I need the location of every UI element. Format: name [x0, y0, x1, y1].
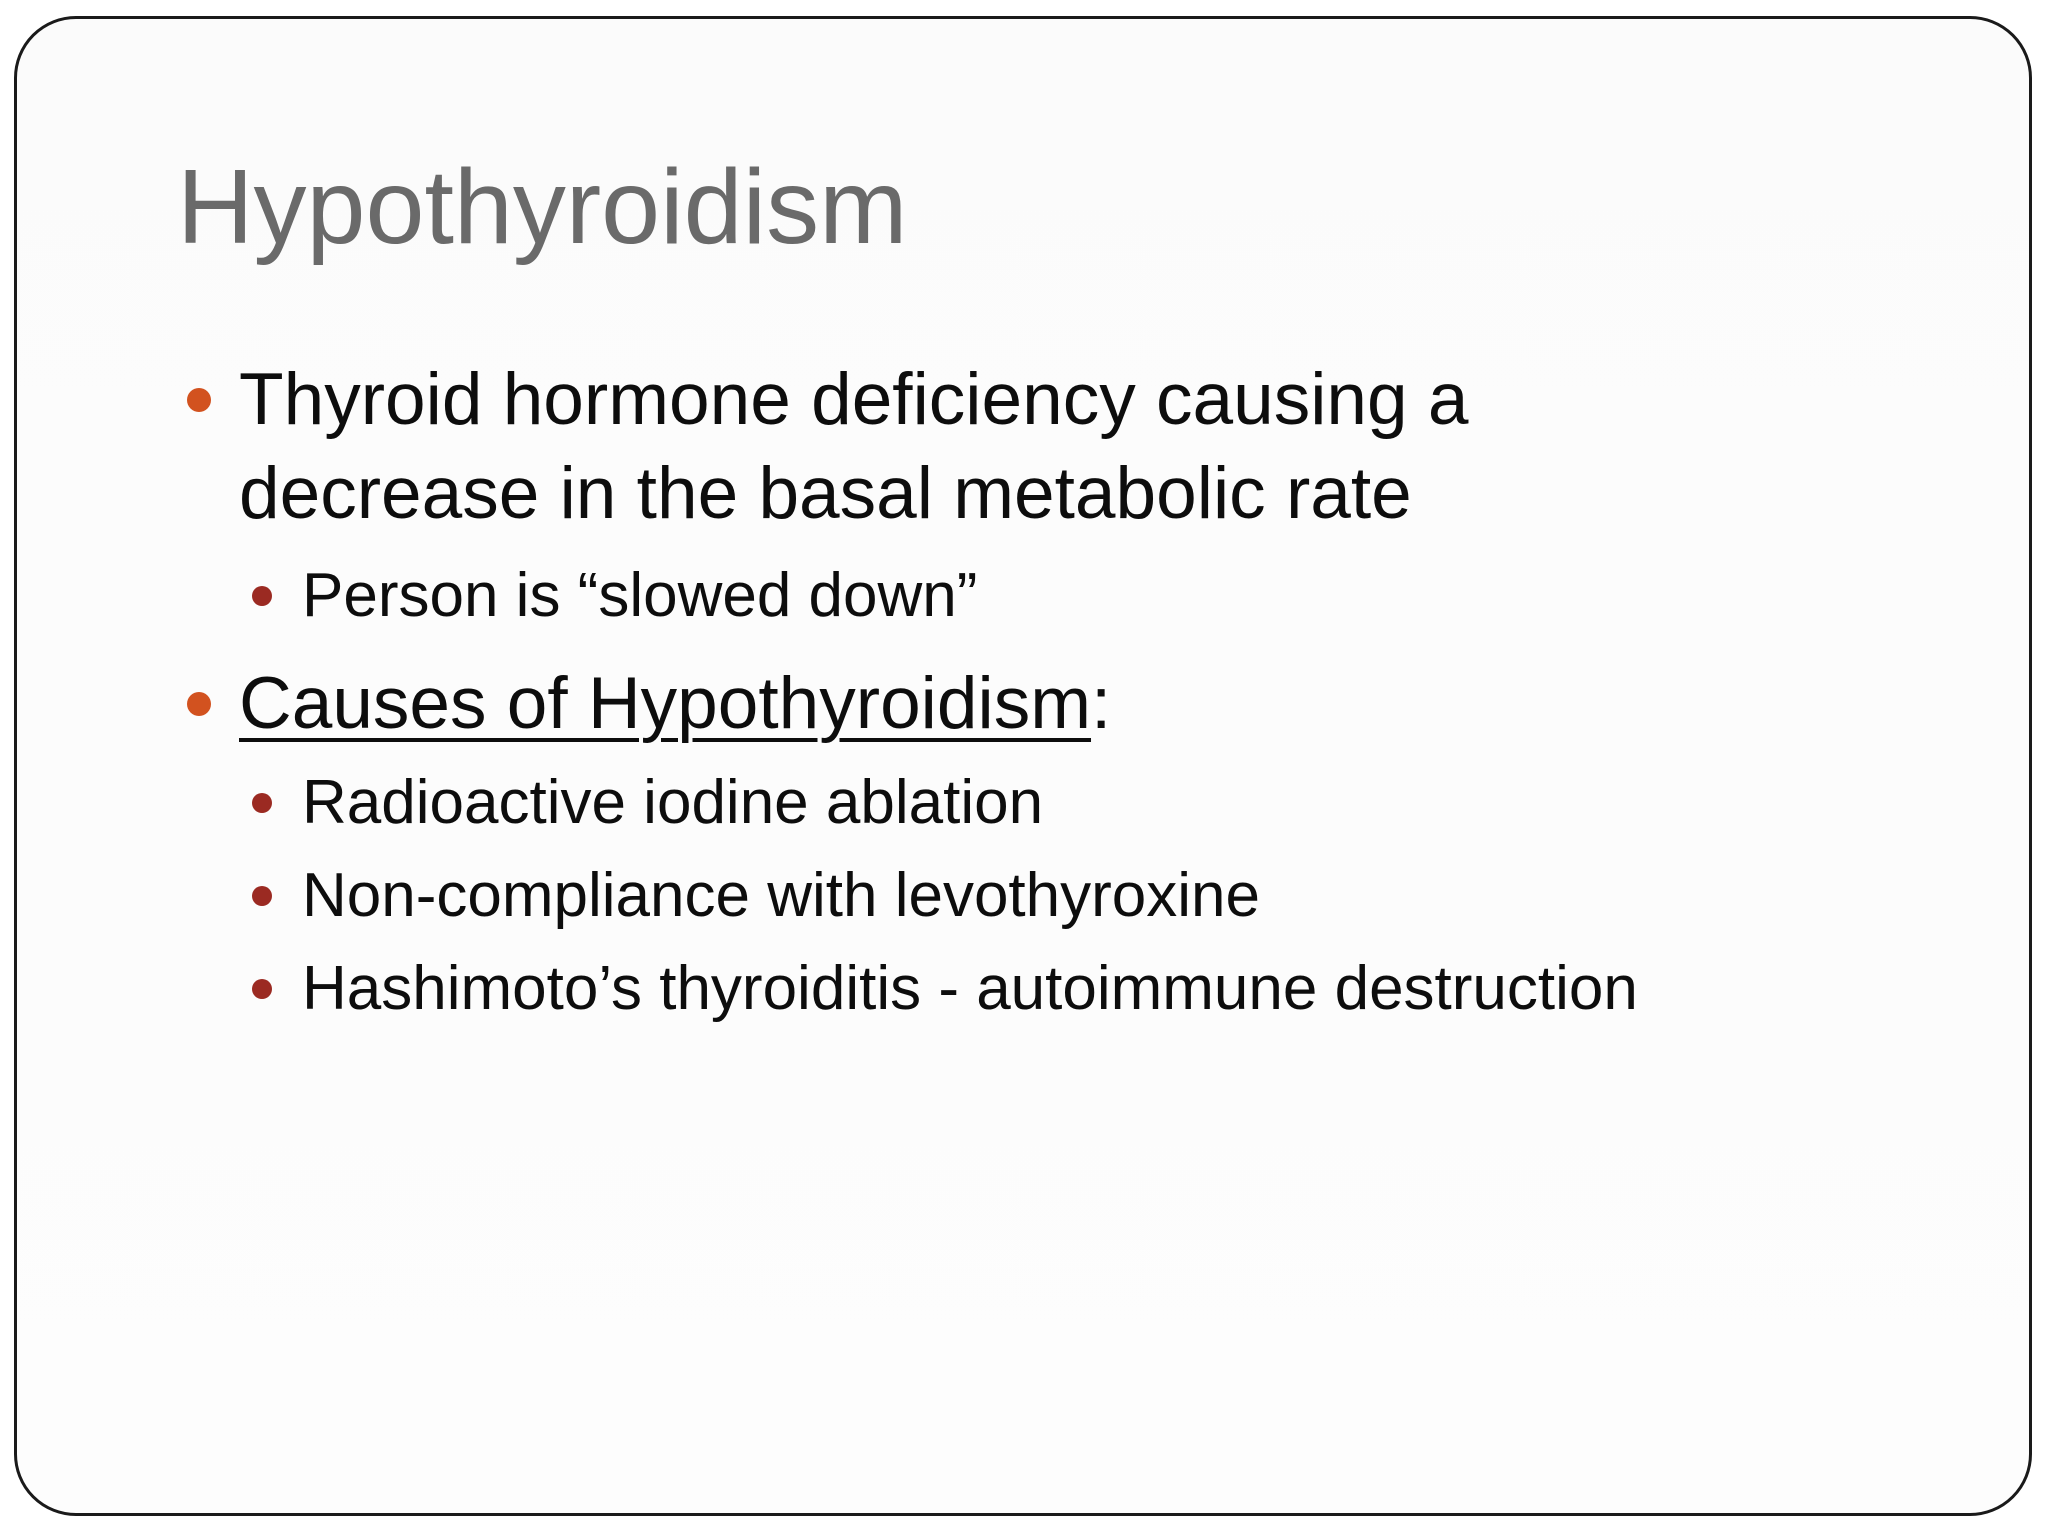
- bullet-dot-icon: [187, 692, 211, 716]
- sub-bullet-item: [302, 556, 977, 636]
- sub-bullet-item: [302, 949, 1638, 1029]
- bullet-dot-icon: [187, 388, 211, 412]
- slide-frame: [14, 16, 2032, 1516]
- causes-heading: Causes of Hypothyroidism: [239, 663, 1092, 744]
- bullet-item-causes: [239, 657, 1111, 751]
- slide-title: Hypothyroidism: [177, 148, 908, 266]
- sub-bullet-dot-icon: [252, 586, 272, 606]
- sub-bullet-dot-icon: [252, 979, 272, 999]
- causes-heading-colon: :: [1091, 663, 1112, 744]
- sub-bullet-text: Non-compliance with levothyroxine: [302, 861, 1261, 930]
- bullet-text-line: Thyroid hormone deficiency causing a: [239, 359, 1469, 440]
- sub-bullet-text: Person is “slowed down”: [302, 561, 978, 630]
- sub-bullet-dot-icon: [252, 886, 272, 906]
- sub-bullet-text: Radioactive iodine ablation: [302, 768, 1044, 837]
- sub-bullet-item: [302, 856, 1260, 936]
- bullet-item-definition: [239, 353, 1469, 541]
- bullet-text-line: decrease in the basal metabolic rate: [239, 453, 1412, 534]
- sub-bullet-text: Hashimoto’s thyroiditis - autoimmune destruction: [302, 954, 1638, 1023]
- sub-bullet-dot-icon: [252, 793, 272, 813]
- sub-bullet-item: [302, 763, 1043, 843]
